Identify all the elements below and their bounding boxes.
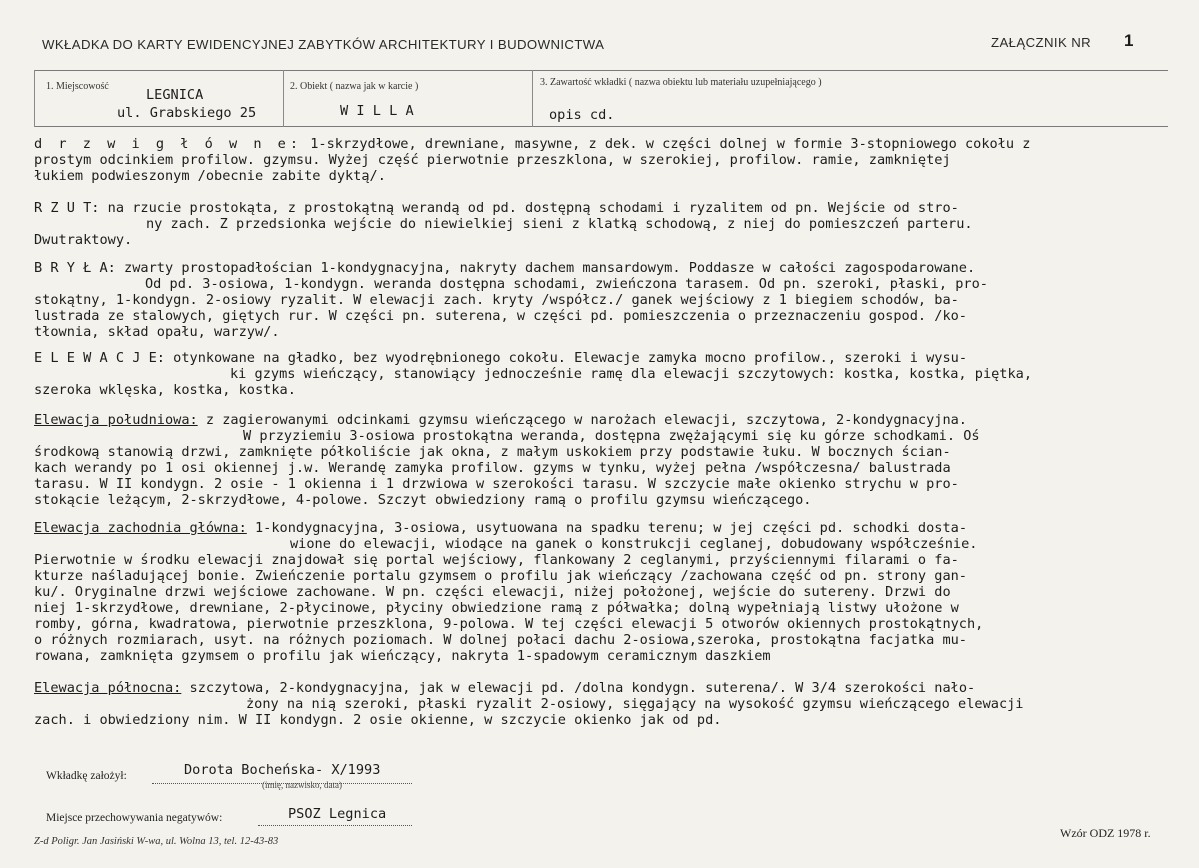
- text-line: o różnych rozmiarach, usyt. na różnych poziomach. W dolnej połaci dachu 2-osiowa,szeroka, prostokątna facjatka mu-: [34, 632, 967, 648]
- text-line: szeroka wklęska, kostka, kostka.: [34, 382, 296, 398]
- text-line: Pierwotnie w środku elewacji znajdował się portal wejściowy, flankowany 2 ceglanymi, przyściennymi filarami o fa-: [34, 552, 959, 568]
- field-row-top-rule: [34, 70, 1168, 71]
- text-line: W przyziemiu 3-osiowa prostokątna weranda, dostępna zwężającymi się ku górze schodkami. Oś: [243, 428, 980, 444]
- field-1-label: 1. Miejscowość: [46, 81, 109, 92]
- heading-elewacja-poludniowa: Elewacja południowa:: [34, 412, 198, 428]
- storage-dotted-line: [258, 825, 412, 826]
- text-line: d r z w i g ł ó w n e: 1-skrzydłowe, drewniane, masywne, z dek. w części dolnej w formie 3-stopniowego cokołu z: [34, 136, 1031, 152]
- field-divider: [532, 70, 533, 127]
- field-divider: [283, 70, 284, 127]
- text-line: Od pd. 3-osiowa, 1-kondygn. weranda dostępna schodami, zwieńczona tarasem. Od pn. szeroki, płaski, pro-: [145, 276, 988, 292]
- text-line: lustrada ze stalowych, giętych rur. W części pn. suterena, w części pd. pomieszczenia o przeznaczeniu gospod. /ko-: [34, 308, 967, 324]
- heading-bryla: B R Y Ł A:: [34, 260, 116, 276]
- field-divider: [34, 70, 35, 127]
- founder-value: Dorota Bocheńska- X/1993: [184, 762, 381, 778]
- text-line: Elewacja zachodnia główna: 1-kondygnacyjna, 3-osiowa, usytuowana na spadku terenu; w jej części pd. schodki dosta-: [34, 520, 968, 536]
- text-line: E L E W A C J E: otynkowane na gładko, bez wyodrębnionego cokołu. Elewacje zamyka mocno profilow., szeroki i wysu-: [34, 350, 967, 366]
- text-line: tarasu. W II kondygn. 2 osie - 1 okienna i 1 drzwiowa w szerokości tarasu. W szczycie małe okienko strychu w pro-: [34, 476, 959, 492]
- text-line: wione do elewacji, wiodące na ganek o konstrukcji ceglanej, dobudowany współcześnie.: [290, 536, 978, 552]
- text-line: środkową stanowią drzwi, zamknięte półkoliście jak okna, z małym uskokiem przy podstawie łuku. W bocznych ścian-: [34, 444, 951, 460]
- heading-elewacje: E L E W A C J E:: [34, 350, 165, 366]
- storage-label: Miejsce przechowywania negatywów:: [46, 812, 223, 824]
- form-id: Wzór ODZ 1978 r.: [1060, 826, 1151, 840]
- heading-drzwi: d r z w i g ł ó w n e:: [34, 136, 303, 152]
- text-line: zach. i obwiedziony nim. W II kondygn. 2 osie okienne, w szczycie okienko jak od pd.: [34, 712, 722, 728]
- text-line: kach werandy po 1 osi okiennej j.w. Werandę zamyka profilow. gzyms w tynku, wyżej pełna /współczesna/ balustrada: [34, 460, 951, 476]
- heading-rzut: R Z U T:: [34, 200, 100, 216]
- field-1-value-street: ul. Grabskiego 25: [117, 105, 257, 121]
- founder-label: Wkładkę założył:: [46, 770, 127, 782]
- text-line: stokątny, 1-kondygn. 2-osiowy ryzalit. W elewacji zach. kryty /współcz./ ganek wejściowy z 1 biegiem schodów, ba-: [34, 292, 959, 308]
- text-line: żony na nią szeroki, płaski ryzalit 2-osiowy, sięgający na wysokość gzymsu wieńczącego elewacji: [246, 696, 1024, 712]
- field-1-value-city: LEGNICA: [146, 87, 204, 103]
- text-line: Dwutraktowy.: [34, 232, 133, 248]
- text-line: łukiem podwieszonym /obecnie zabite dyktą/.: [34, 168, 386, 184]
- text-line: R Z U T: na rzucie prostokąta, z prostokątną werandą od pd. dostępną schodami i ryzalitem od pn. Wejście od stro-: [34, 200, 959, 216]
- field-3-value: opis cd.: [549, 107, 615, 123]
- text-line: prostym odcinkiem profilow. gzymsu. Wyżej część pierwotnie przeszklona, w szerokiej, profilow. ramie, zamkniętej: [34, 152, 951, 168]
- form-title: WKŁADKA DO KARTY EWIDENCYJNEJ ZABYTKÓW ARCHITEKTURY I BUDOWNICTWA: [42, 37, 605, 52]
- text-line: kturze naśladującej bonie. Zwieńczenie portalu gzymsem o profilu jak wieńczący /zachowana część od pn. strony gan-: [34, 568, 967, 584]
- text-line: rowana, zamknięta gzymsem o profilu jak wieńczący, nakryta 1-spadowym ceramicznym daszkiem: [34, 648, 771, 664]
- field-row-bottom-rule: [34, 126, 1168, 127]
- field-3-label: 3. Zawartość wkładki ( nazwa obiektu lub materiału uzupełniającego ): [540, 77, 822, 88]
- text-line: ki gzyms wieńczący, stanowiący jednocześnie ramę dla elewacji szczytowych: kostka, kostka, piętka,: [230, 366, 1033, 382]
- field-2-value: W I L L A: [340, 103, 414, 119]
- text-line: tłownia, skład opału, warzyw/.: [34, 324, 280, 340]
- text-line: romby, górna, kwadratowa, pierwotnie przeszklona, 9-polowa. W tej części elewacji 5 otworów okiennych prostokątnych,: [34, 616, 984, 632]
- printer-info: Z-d Poligr. Jan Jasiński W-wa, ul. Wolna 13, tel. 12-43-83: [34, 836, 279, 847]
- text-line: ny zach. Z przedsionka wejście do niewielkiej sieni z klatką schodową, z niej do pomieszczeń parteru.: [146, 216, 973, 232]
- text-line: stokącie leżącym, 2-skrzydłowe, 4-polowe. Szczyt obwiedziony ramą o profilu gzymsu wieńczącego.: [34, 492, 812, 508]
- heading-elewacja-polnocna: Elewacja północna:: [34, 680, 182, 696]
- storage-value: PSOZ Legnica: [288, 806, 387, 822]
- text-line: Elewacja południowa: z zagierowanymi odcinkami gzymsu wieńczącego w narożach elewacji, szczytowa, 2-kondygnacyjna.: [34, 412, 967, 428]
- attachment-number: 1: [1124, 31, 1134, 50]
- field-2-label: 2. Obiekt ( nazwa jak w karcie ): [290, 81, 419, 92]
- text-line: B R Y Ł A: zwarty prostopadłościan 1-kondygnacyjna, nakryty dachem mansardowym. Poddasze w całości zagospodarowane.: [34, 260, 976, 276]
- founder-hint: (imię, nazwisko, data): [262, 780, 342, 790]
- attachment-label: ZAŁĄCZNIK NR: [991, 35, 1092, 50]
- text-line: niej 1-skrzydłowe, drewniane, 2-płycinowe, płyciny obwiedzione ramą z półwałka; dolną wypełniają listwy ułożone w: [34, 600, 959, 616]
- heading-elewacja-zachodnia: Elewacja zachodnia główna:: [34, 520, 247, 536]
- text-line: Elewacja północna: szczytowa, 2-kondygnacyjna, jak w elewacji pd. /dolna kondygn. suterena/. W 3/4 szerokości nało-: [34, 680, 976, 696]
- text-line: ku/. Oryginalne drzwi wejściowe zachowane. W pn. części elewacji, niżej położonej, wejście do sutereny. Drzwi do: [34, 584, 951, 600]
